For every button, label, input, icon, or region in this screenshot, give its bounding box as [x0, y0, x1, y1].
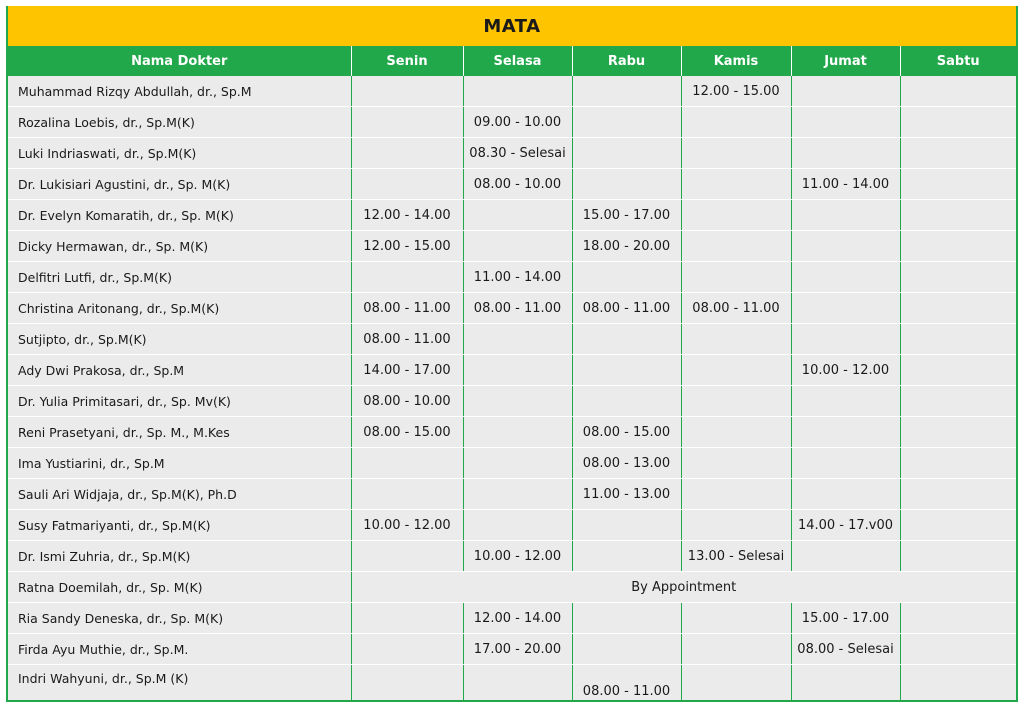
cell-sabtu [900, 107, 1016, 138]
doctor-name: Reni Prasetyani, dr., Sp. M., M.Kes [8, 417, 351, 448]
cell-senin [351, 76, 463, 107]
cell-senin [351, 479, 463, 510]
cell-rabu [572, 169, 681, 200]
cell-jumat [791, 293, 900, 324]
cell-rabu [572, 386, 681, 417]
cell-jumat [791, 200, 900, 231]
cell-sabtu [900, 76, 1016, 107]
cell-sabtu [900, 262, 1016, 293]
cell-selasa [463, 355, 572, 386]
table-row [8, 107, 1016, 138]
cell-kamis [681, 355, 791, 386]
cell-sabtu [900, 355, 1016, 386]
cell-senin: 12.00 - 14.00 [351, 200, 463, 231]
table-row [8, 634, 1016, 665]
cell-selasa: 10.00 - 12.00 [463, 541, 572, 572]
cell-rabu [572, 107, 681, 138]
table-row [8, 603, 1016, 634]
cell-rabu: 08.00 - 15.00 [572, 417, 681, 448]
table-row [8, 324, 1016, 355]
table-header-row [8, 46, 1016, 76]
cell-jumat [791, 76, 900, 107]
cell-kamis [681, 448, 791, 479]
cell-selasa [463, 76, 572, 107]
cell-rabu: 18.00 - 20.00 [572, 231, 681, 262]
cell-sabtu [900, 479, 1016, 510]
cell-jumat [791, 448, 900, 479]
doctor-schedule-table [8, 46, 1016, 702]
cell-sabtu [900, 386, 1016, 417]
cell-kamis: 08.00 - 11.00 [681, 293, 791, 324]
cell-rabu [572, 603, 681, 634]
header-selasa: Selasa [463, 46, 572, 76]
cell-rabu [572, 510, 681, 541]
cell-selasa [463, 324, 572, 355]
doctor-name: Ria Sandy Deneska, dr., Sp. M(K) [8, 603, 351, 634]
cell-senin [351, 634, 463, 665]
cell-kamis [681, 386, 791, 417]
cell-sabtu [900, 634, 1016, 665]
doctor-name: Dr. Yulia Primitasari, dr., Sp. Mv(K) [8, 386, 351, 417]
doctor-name: Delfitri Lutfi, dr., Sp.M(K) [8, 262, 351, 293]
cell-rabu [572, 355, 681, 386]
cell-kamis [681, 107, 791, 138]
cell-senin [351, 448, 463, 479]
cell-senin: 08.00 - 11.00 [351, 293, 463, 324]
cell-kamis [681, 138, 791, 169]
cell-jumat [791, 231, 900, 262]
cell-sabtu [900, 603, 1016, 634]
cell-selasa [463, 510, 572, 541]
table-row [8, 355, 1016, 386]
cell-rabu [572, 138, 681, 169]
table-row [8, 262, 1016, 293]
cell-rabu [572, 76, 681, 107]
cell-kamis [681, 324, 791, 355]
cell-sabtu [900, 138, 1016, 169]
cell-senin: 08.00 - 15.00 [351, 417, 463, 448]
cell-senin [351, 169, 463, 200]
cell-selasa [463, 200, 572, 231]
cell-senin [351, 262, 463, 293]
cell-rabu [572, 324, 681, 355]
cell-senin: 08.00 - 11.00 [351, 324, 463, 355]
cell-senin: 08.00 - 10.00 [351, 386, 463, 417]
cell-kamis: 12.00 - 15.00 [681, 76, 791, 107]
cell-rabu [572, 262, 681, 293]
cell-selasa [463, 231, 572, 262]
doctor-name: Rozalina Loebis, dr., Sp.M(K) [8, 107, 351, 138]
doctor-name: Indri Wahyuni, dr., Sp.M (K) [8, 665, 351, 703]
cell-kamis [681, 510, 791, 541]
table-row [8, 200, 1016, 231]
table-row [8, 417, 1016, 448]
cell-rabu: 08.00 - 11.00 [572, 293, 681, 324]
cell-selasa: 09.00 - 10.00 [463, 107, 572, 138]
header-nama-dokter: Nama Dokter [8, 46, 351, 76]
table-row [8, 76, 1016, 107]
cell-kamis [681, 200, 791, 231]
cell-sabtu [900, 541, 1016, 572]
cell-sabtu [900, 417, 1016, 448]
cell-sabtu [900, 231, 1016, 262]
cell-kamis [681, 169, 791, 200]
cell-sabtu [900, 200, 1016, 231]
section-title: MATA [8, 6, 1016, 46]
header-sabtu: Sabtu [900, 46, 1016, 76]
cell-jumat: 14.00 - 17.v00 [791, 510, 900, 541]
table-row [8, 479, 1016, 510]
cell-senin [351, 603, 463, 634]
cell-sabtu [900, 293, 1016, 324]
cell-selasa [463, 479, 572, 510]
header-jumat: Jumat [791, 46, 900, 76]
cell-rabu: 08.00 - 13.00 [572, 448, 681, 479]
cell-selasa: 12.00 - 14.00 [463, 603, 572, 634]
cell-senin [351, 665, 463, 703]
doctor-name: Dicky Hermawan, dr., Sp. M(K) [8, 231, 351, 262]
table-row [8, 665, 1016, 703]
cell-kamis [681, 417, 791, 448]
doctor-name: Ima Yustiarini, dr., Sp.M [8, 448, 351, 479]
doctor-name: Dr. Evelyn Komaratih, dr., Sp. M(K) [8, 200, 351, 231]
doctor-name: Susy Fatmariyanti, dr., Sp.M(K) [8, 510, 351, 541]
cell-sabtu [900, 510, 1016, 541]
cell-jumat [791, 479, 900, 510]
doctor-name: Sutjipto, dr., Sp.M(K) [8, 324, 351, 355]
cell-jumat [791, 541, 900, 572]
cell-selasa: 08.30 - Selesai [463, 138, 572, 169]
cell-kamis [681, 262, 791, 293]
table-row [8, 138, 1016, 169]
cell-sabtu [900, 324, 1016, 355]
cell-kamis [681, 479, 791, 510]
header-kamis: Kamis [681, 46, 791, 76]
schedule-panel [6, 6, 1018, 702]
doctor-name: Dr. Lukisiari Agustini, dr., Sp. M(K) [8, 169, 351, 200]
table-row [8, 386, 1016, 417]
cell-senin [351, 138, 463, 169]
cell-senin [351, 541, 463, 572]
table-row [8, 572, 1016, 603]
cell-jumat: 15.00 - 17.00 [791, 603, 900, 634]
table-body [8, 76, 1016, 702]
doctor-name: Dr. Ismi Zuhria, dr., Sp.M(K) [8, 541, 351, 572]
table-row [8, 448, 1016, 479]
cell-jumat [791, 324, 900, 355]
cell-sabtu [900, 448, 1016, 479]
doctor-name: Muhammad Rizqy Abdullah, dr., Sp.M [8, 76, 351, 107]
doctor-name: Firda Ayu Muthie, dr., Sp.M. [8, 634, 351, 665]
table-row [8, 231, 1016, 262]
cell-rabu [572, 634, 681, 665]
cell-jumat: 08.00 - Selesai [791, 634, 900, 665]
cell-jumat [791, 107, 900, 138]
cell-jumat: 11.00 - 14.00 [791, 169, 900, 200]
cell-kamis [681, 231, 791, 262]
cell-selasa: 08.00 - 11.00 [463, 293, 572, 324]
cell-sabtu [900, 169, 1016, 200]
cell-selasa [463, 665, 572, 703]
cell-jumat [791, 262, 900, 293]
table-row [8, 541, 1016, 572]
cell-kamis [681, 634, 791, 665]
cell-selasa [463, 448, 572, 479]
cell-jumat [791, 665, 900, 703]
cell-selasa [463, 386, 572, 417]
cell-jumat [791, 138, 900, 169]
cell-rabu: 15.00 - 17.00 [572, 200, 681, 231]
table-row [8, 169, 1016, 200]
cell-sabtu [900, 665, 1016, 703]
cell-rabu [572, 541, 681, 572]
table-row [8, 510, 1016, 541]
cell-selasa: 11.00 - 14.00 [463, 262, 572, 293]
doctor-name: Luki Indriaswati, dr., Sp.M(K) [8, 138, 351, 169]
cell-selasa [463, 417, 572, 448]
cell-kamis [681, 665, 791, 703]
cell-senin: 10.00 - 12.00 [351, 510, 463, 541]
cell-senin [351, 107, 463, 138]
header-rabu: Rabu [572, 46, 681, 76]
cell-kamis: 13.00 - Selesai [681, 541, 791, 572]
doctor-name: Ratna Doemilah, dr., Sp. M(K) [8, 572, 351, 603]
doctor-name: Ady Dwi Prakosa, dr., Sp.M [8, 355, 351, 386]
cell-jumat [791, 417, 900, 448]
table-row [8, 293, 1016, 324]
cell-selasa: 17.00 - 20.00 [463, 634, 572, 665]
cell-kamis [681, 603, 791, 634]
cell-senin: 14.00 - 17.00 [351, 355, 463, 386]
doctor-name: Christina Aritonang, dr., Sp.M(K) [8, 293, 351, 324]
cell-rabu: 11.00 - 13.00 [572, 479, 681, 510]
cell-senin: 12.00 - 15.00 [351, 231, 463, 262]
cell-rabu: 08.00 - 11.00 [572, 665, 681, 703]
doctor-name: Sauli Ari Widjaja, dr., Sp.M(K), Ph.D [8, 479, 351, 510]
cell-selasa: 08.00 - 10.00 [463, 169, 572, 200]
header-senin: Senin [351, 46, 463, 76]
by-appointment-cell: By Appointment [351, 572, 1016, 603]
cell-jumat: 10.00 - 12.00 [791, 355, 900, 386]
cell-jumat [791, 386, 900, 417]
